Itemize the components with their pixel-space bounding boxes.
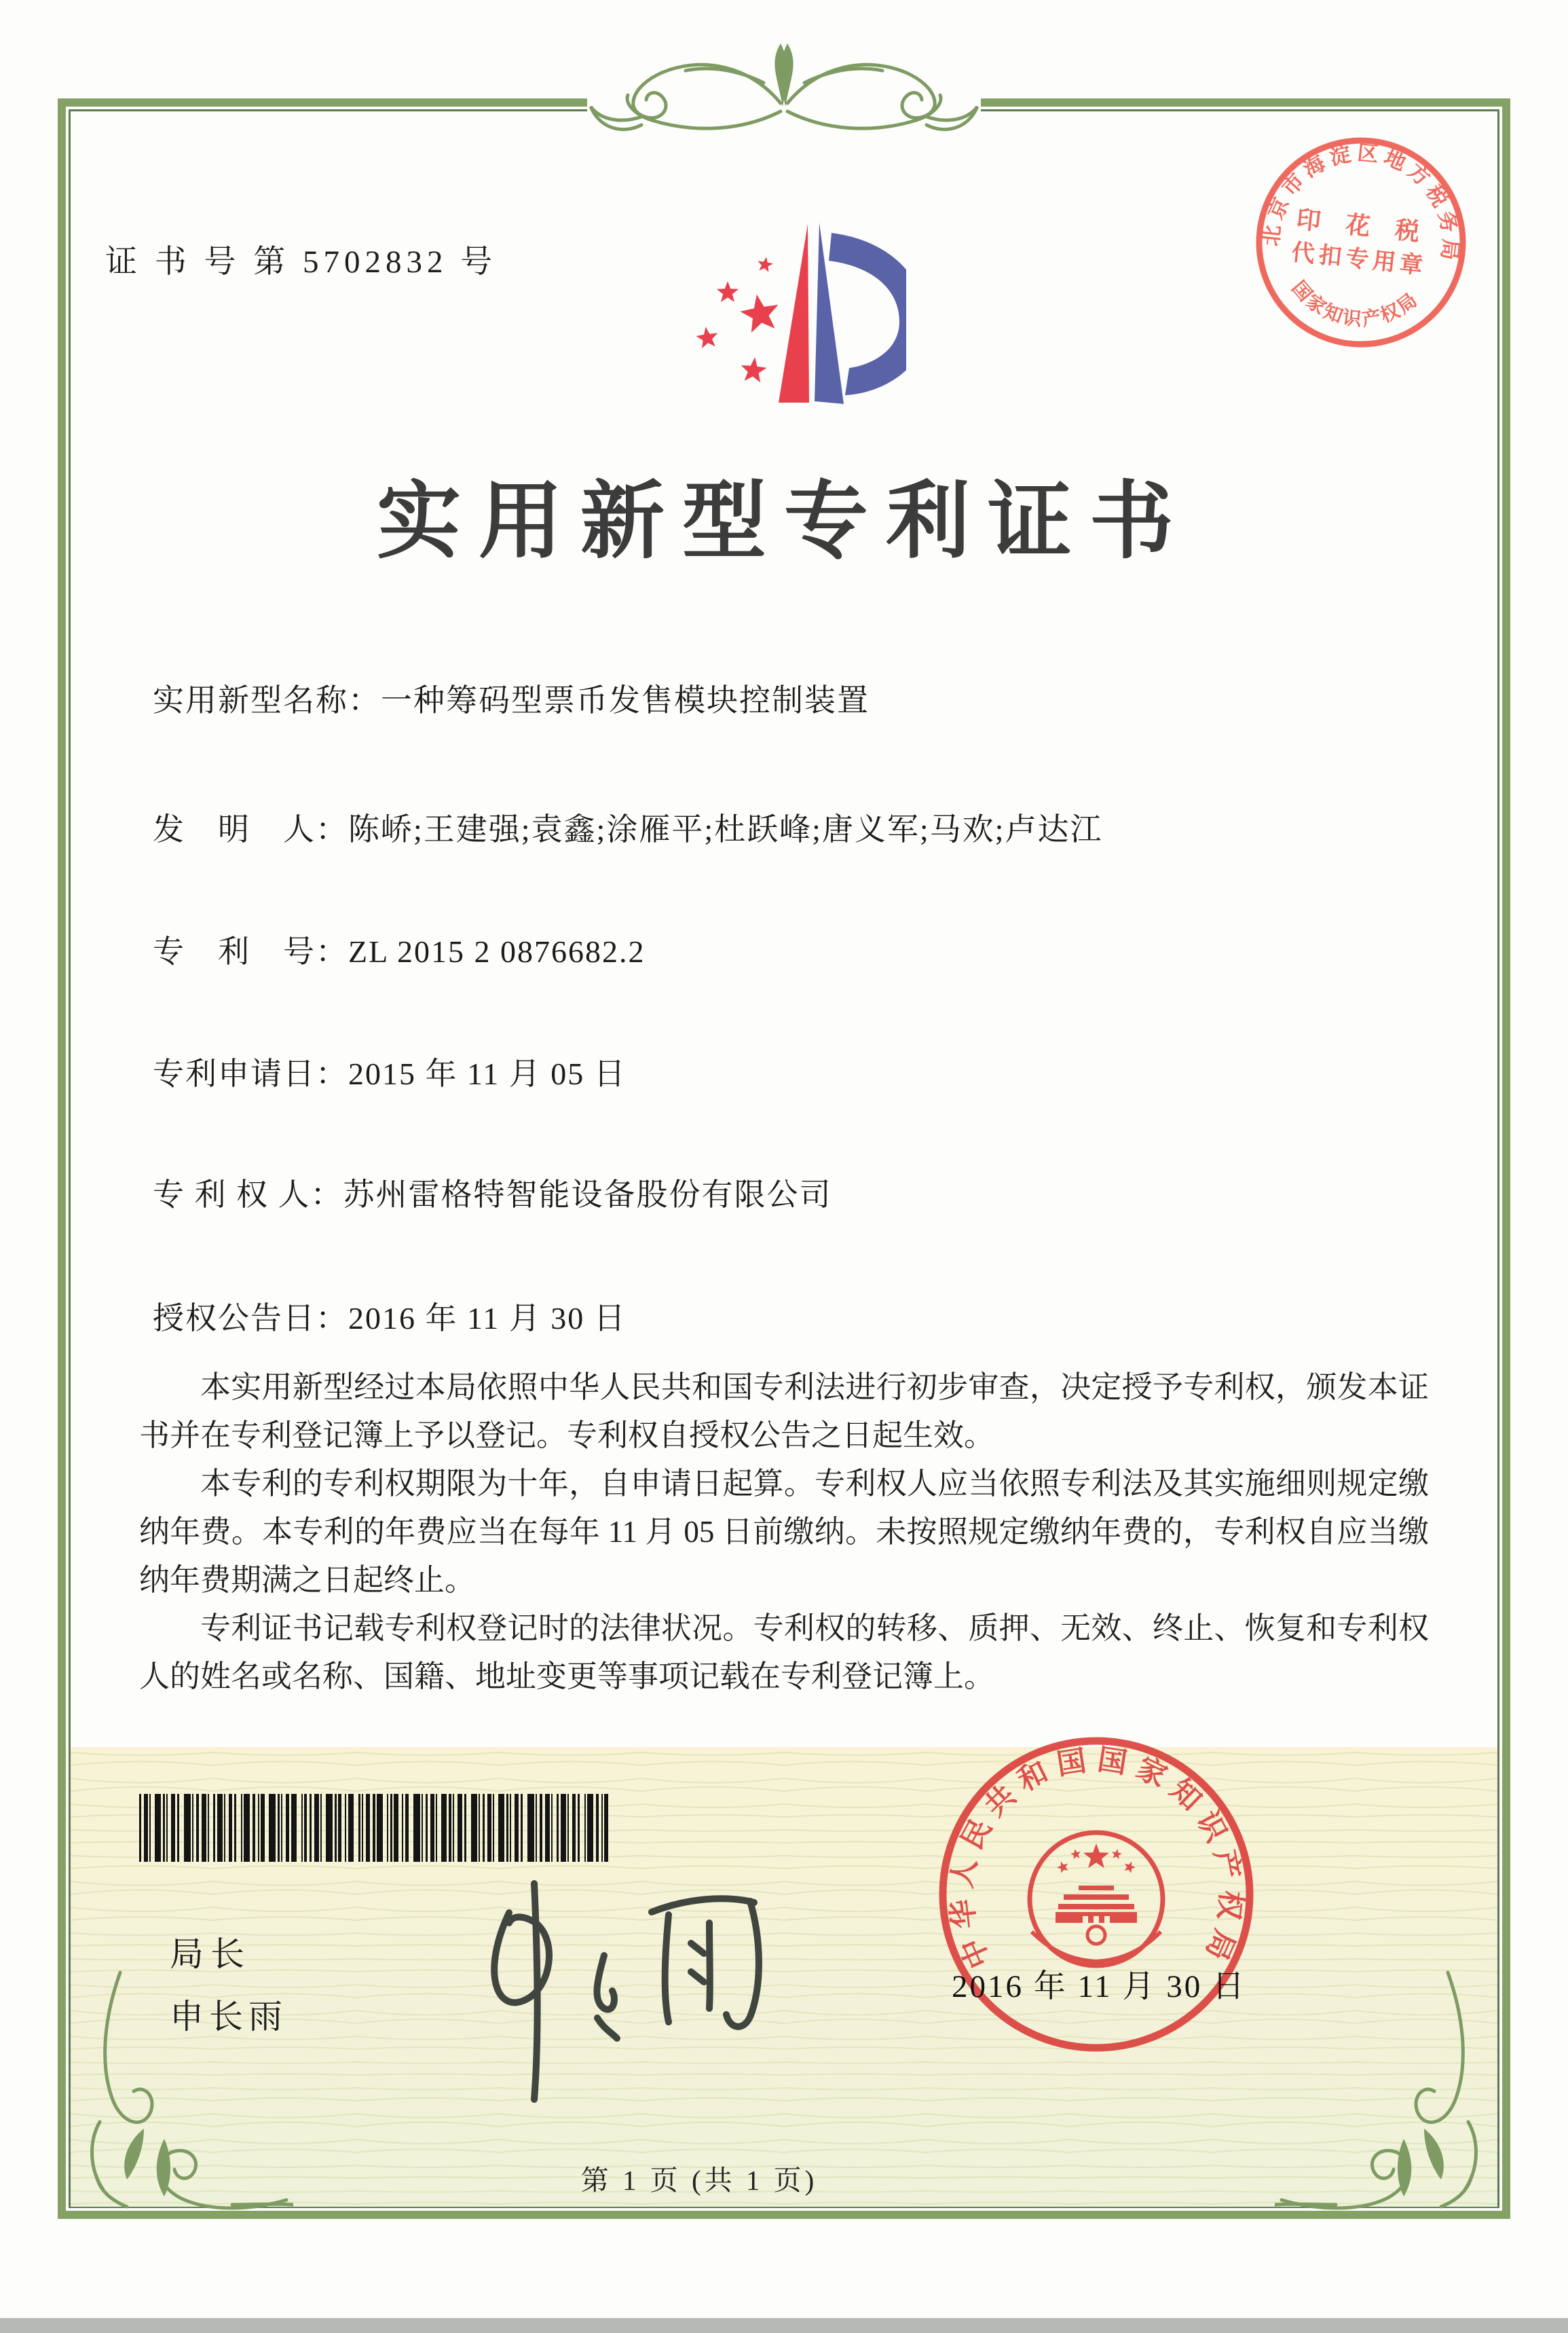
tax-stamp-line2: 代扣专用章 bbox=[1290, 240, 1428, 280]
svg-text:北京市海淀区地方税务局 bbox=[1259, 131, 1472, 265]
field-value: 苏州雷格特智能设备股份有限公司 bbox=[343, 1177, 832, 1212]
seal-date: 2016 年 11 月 30 日 bbox=[952, 1969, 1247, 2004]
national-emblem-icon bbox=[1030, 1833, 1163, 1966]
field-value: 一种筹码型票币发售模块控制装置 bbox=[381, 683, 870, 718]
field-label: 专 利 号： bbox=[153, 934, 348, 969]
barcode bbox=[139, 1794, 614, 1862]
certificate-number: 证 书 号 第 5702832 号 bbox=[105, 244, 498, 280]
paragraph-1: 本实用新型经过本局依照中华人民共和国专利法进行初步审查，决定授予专利权，颁发本证书并在专利登记簿上予以登记。专利权自授权公告之日起生效。 bbox=[139, 1370, 1429, 1452]
field-value: 陈峤;王建强;袁鑫;涂雁平;杜跃峰;唐义军;马欢;卢达江 bbox=[348, 812, 1103, 847]
director-signature bbox=[400, 1875, 781, 2106]
field-patent-number bbox=[153, 927, 646, 972]
tax-stamp-line1: 印 花 税 bbox=[1294, 205, 1431, 247]
field-filing-date bbox=[153, 1049, 627, 1094]
field-inventors bbox=[153, 805, 1102, 849]
tax-stamp-arc-bottom-text: 国家知识产权局 bbox=[1287, 277, 1423, 331]
cnipa-official-seal bbox=[930, 1728, 1263, 2061]
paragraph-2: 本专利的专利权期限为十年，自申请日起算。专利权人应当依照专利法及其实施细则规定缴纳年费。本专利的年费应当在每年 11 月 05 日前缴纳。未按照规定缴纳年费的，专利权自应当缴纳年费期满之日起终止。 bbox=[139, 1467, 1429, 1597]
cnipa-logo-icon bbox=[675, 223, 906, 433]
certificate-title: 实用新型专利证书 bbox=[376, 475, 1191, 568]
field-value: 2015 年 11 月 05 日 bbox=[348, 1057, 627, 1091]
field-label: 实用新型名称： bbox=[153, 683, 381, 718]
field-label: 发 明 人： bbox=[153, 812, 348, 847]
tax-stamp-arc-top-text: 北京市海淀区地方税务局 bbox=[1258, 141, 1463, 266]
scan-edge-strip bbox=[0, 2318, 1568, 2333]
paragraph-3: 专利证书记载专利权登记时的法律状况。专利权的转移、质押、无效、终止、恢复和专利权人的姓名或名称、国籍、地址变更等事项记载在专利登记簿上。 bbox=[139, 1611, 1429, 1693]
field-label: 授权公告日： bbox=[153, 1301, 348, 1336]
director-name-label: 申长雨 bbox=[170, 1998, 288, 2036]
bottom-right-flourish-icon bbox=[1275, 1966, 1506, 2224]
page-number: 第 1 页 (共 1 页) bbox=[580, 2165, 818, 2196]
bottom-left-flourish-icon bbox=[62, 1966, 293, 2224]
field-grant-publication-date bbox=[153, 1293, 627, 1338]
field-patentee bbox=[153, 1170, 832, 1215]
field-utility-model-name bbox=[153, 676, 870, 720]
top-crest-ornament-icon bbox=[560, 35, 1008, 151]
legal-text-block bbox=[139, 1363, 1429, 1701]
field-value: ZL 2015 2 0876682.2 bbox=[348, 934, 646, 969]
field-label: 专利申请日： bbox=[153, 1057, 348, 1091]
tax-stamp-seal bbox=[1242, 126, 1480, 363]
seal-arc-text: 中华人民共和国国家知识产权局 bbox=[946, 1744, 1247, 1973]
field-value: 2016 年 11 月 30 日 bbox=[348, 1301, 627, 1336]
field-label: 专 利 权 人： bbox=[153, 1177, 343, 1212]
director-title-label: 局长 bbox=[170, 1935, 251, 1973]
